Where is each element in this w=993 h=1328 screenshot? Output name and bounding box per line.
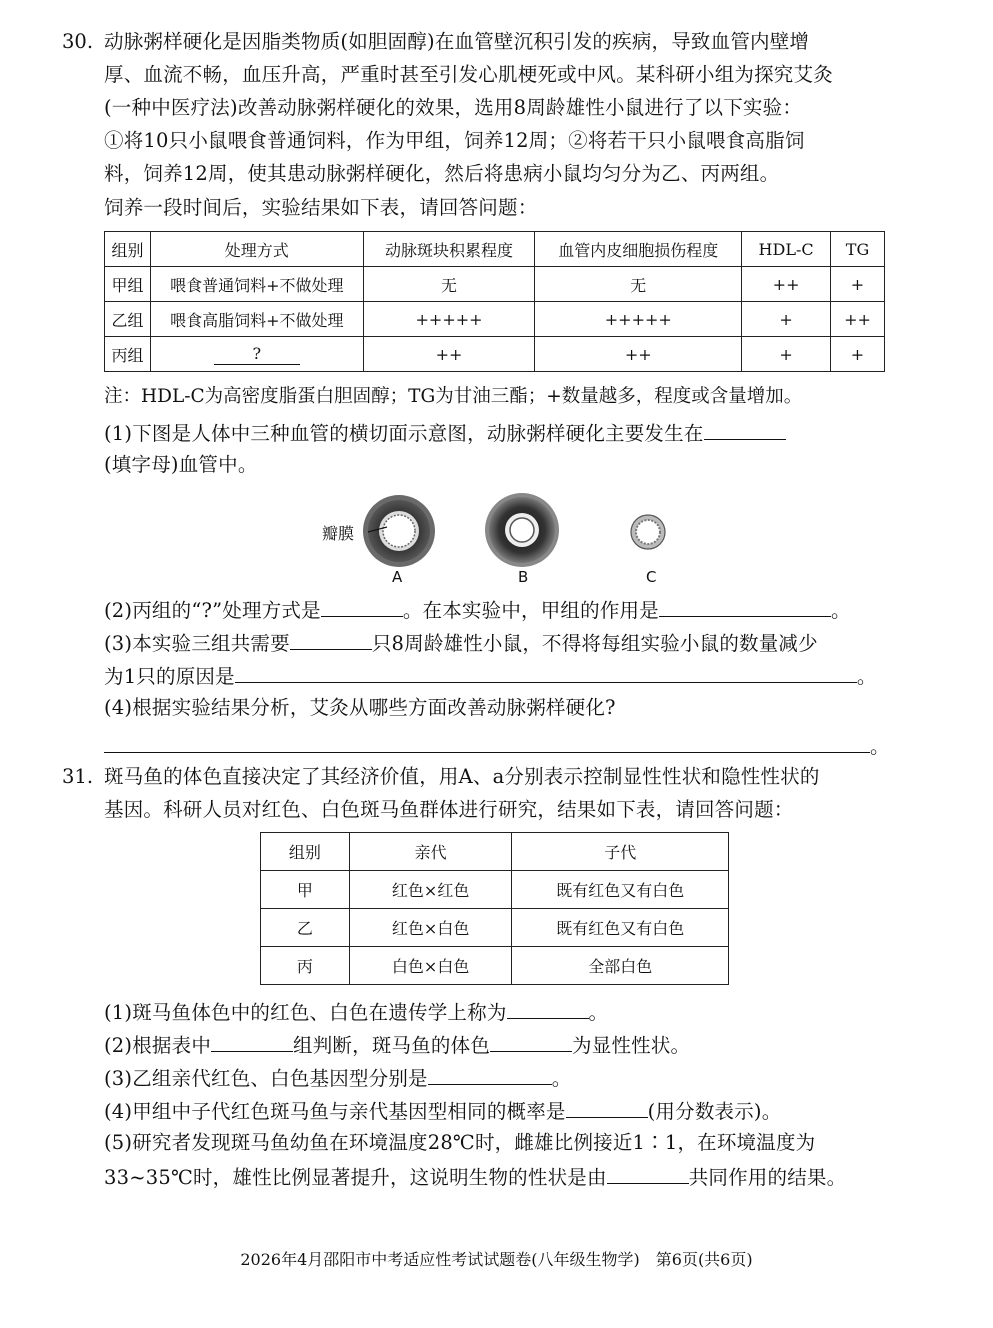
q31-sub2-text (104, 1029, 690, 1061)
q31-sub1-end: 。 (588, 1001, 609, 1024)
table-cell: +++++ (363, 302, 535, 337)
table-cell: ++ (363, 337, 535, 372)
question-31-number: 31. (62, 765, 94, 788)
q31-line-1: 斑马鱼的体色直接决定了其经济价值，用A、a分别表示控制显性性状和隐性性状的 (104, 765, 820, 788)
q30-sub3-text (104, 627, 818, 659)
valve-label: 瓣膜 (322, 524, 355, 543)
table-cell: 甲 (261, 871, 350, 909)
table-header-cell: TG (831, 232, 885, 267)
vessel-label-b: B (518, 568, 529, 586)
table-cell: 丙组 (105, 337, 151, 372)
q30-line-5: 料，饲养12周，使其患动脉粥样硬化，然后将患病小鼠均匀分为乙、丙两组。 (104, 162, 780, 185)
q31-sub5-continued (104, 1161, 846, 1193)
table-header-cell: HDL-C (742, 232, 831, 267)
table-cell: 红色×白色 (349, 909, 512, 947)
answer-blank-q30-2a[interactable] (321, 594, 403, 617)
table-row (261, 947, 729, 985)
table-cell: + (742, 302, 831, 337)
vessel-label-c: C (646, 568, 657, 586)
page-footer: 2026年4月邵阳市中考适应性考试试题卷(八年级生物学) 第6页(共6页) (240, 1250, 753, 1269)
q31-sub2-end: 为显性性状。 (572, 1034, 691, 1057)
table-cell: + (742, 337, 831, 372)
table-cell: +++++ (535, 302, 742, 337)
table-cell: 乙组 (105, 302, 151, 337)
table-cell: ++ (831, 302, 885, 337)
table-header-row (105, 232, 885, 267)
table-header-cell: 子代 (512, 833, 729, 871)
table-cell: 喂食普通饲料+不做处理 (150, 267, 363, 302)
answer-blank-q31-1[interactable] (507, 996, 589, 1019)
table-row (261, 871, 729, 909)
table-cell: 全部白色 (512, 947, 729, 985)
table-row (105, 267, 885, 302)
q31-sub2-middle: 组判断，斑马鱼的体色 (293, 1034, 491, 1057)
q30-sub4-answer (104, 730, 890, 762)
q31-sub5-text: (5)研究者发现斑马鱼幼鱼在环境温度28℃时，雌雄比例接近1∶1，在环境温度为 (104, 1131, 816, 1154)
q30-sub3-continued (104, 660, 877, 692)
table-cell: 甲组 (105, 267, 151, 302)
table-row (105, 337, 885, 372)
answer-blank-q30-3a[interactable] (290, 627, 372, 650)
answer-blank-q31-2b[interactable] (490, 1029, 572, 1052)
answer-blank-q31-3[interactable] (428, 1062, 552, 1085)
table-header-cell: 亲代 (349, 833, 512, 871)
q31-sub4-text (104, 1095, 781, 1127)
table-cell: ++ (535, 337, 742, 372)
q31-line-2: 基因。科研人员对红色、白色斑马鱼群体进行研究，结果如下表，请回答问题： (104, 798, 794, 821)
table-cell: 喂食高脂饲料+不做处理 (150, 302, 363, 337)
q30-sub4-end: 。 (870, 735, 890, 758)
table-cell: 无 (535, 267, 742, 302)
q31-genetics-table (260, 832, 729, 985)
q30-sub2-text (104, 594, 851, 626)
table-header-cell: 动脉斑块积累程度 (363, 232, 535, 267)
q30-sub1-continued: (填字母)血管中。 (104, 453, 258, 476)
q31-sub3-text (104, 1062, 571, 1094)
table-header-row (261, 833, 729, 871)
q31-sub3-prompt: (3)乙组亲代红色、白色基因型分别是 (104, 1067, 428, 1090)
blood-vessel-figure (315, 485, 695, 590)
table-cell: ++ (742, 267, 831, 302)
q30-sub2-middle: 。在本实验中，甲组的作用是 (402, 599, 659, 622)
table-row (261, 909, 729, 947)
table-cell: + (831, 267, 885, 302)
q30-sub3-prompt: (3)本实验三组共需要 (104, 632, 290, 655)
table-cell: 白色×白色 (349, 947, 512, 985)
q31-sub5-end: 共同作用的结果。 (688, 1166, 847, 1189)
table-cell: 红色×红色 (349, 871, 512, 909)
q31-sub4-prompt: (4)甲组中子代红色斑马鱼与亲代基因型相同的概率是 (104, 1100, 566, 1123)
q30-sub1-prompt: (1)下图是人体中三种血管的横切面示意图，动脉粥样硬化主要发生在 (104, 422, 704, 445)
table-cell: 乙 (261, 909, 350, 947)
q30-line-1: 动脉粥样硬化是因脂类物质(如胆固醇)在血管壁沉积引发的疾病，导致血管内壁增 (104, 30, 810, 53)
answer-blank-q30-2b[interactable] (659, 594, 831, 617)
answer-blank-treatment[interactable]: ? (214, 344, 300, 365)
table-cell (150, 337, 363, 372)
table-cell: + (831, 337, 885, 372)
q30-sub2-prompt: (2)丙组的“?”处理方式是 (104, 599, 321, 622)
answer-blank-q30-1[interactable] (704, 417, 786, 440)
vessel-b (485, 493, 559, 567)
q30-sub3-end: 。 (856, 665, 877, 688)
table-row (105, 302, 885, 337)
table-cell: 既有红色又有白色 (512, 909, 729, 947)
table-cell: 无 (363, 267, 535, 302)
q31-sub1-text (104, 996, 608, 1028)
table-header-cell: 血管内皮细胞损伤程度 (535, 232, 742, 267)
q31-sub4-end: (用分数表示)。 (647, 1100, 782, 1123)
q30-line-3: (一种中医疗法)改善动脉粥样硬化的效果，选用8周龄雄性小鼠进行了以下实验： (104, 96, 803, 119)
q31-sub1-prompt: (1)斑马鱼体色中的红色、白色在遗传学上称为 (104, 1001, 507, 1024)
q30-sub3-reason-prompt: 为1只的原因是 (104, 665, 235, 688)
table-header-cell: 组别 (261, 833, 350, 871)
table-header-cell: 处理方式 (150, 232, 363, 267)
answer-blank-q30-4[interactable] (104, 730, 870, 753)
question-30-number: 30. (62, 30, 94, 53)
vessel-label-a: A (392, 568, 403, 586)
q30-sub1-text (104, 417, 786, 449)
q31-sub2-prompt: (2)根据表中 (104, 1034, 212, 1057)
vessel-c (631, 515, 665, 549)
table-cell: 丙 (261, 947, 350, 985)
answer-blank-q31-2a[interactable] (211, 1029, 293, 1052)
q30-results-table (104, 231, 885, 372)
q30-line-6: 饲养一段时间后，实验结果如下表，请回答问题： (104, 196, 538, 219)
q30-sub2-end: 。 (830, 599, 851, 622)
q30-line-2: 厚、血流不畅，血压升高，严重时甚至引发心肌梗死或中风。某科研小组为探究艾灸 (104, 63, 833, 86)
answer-blank-q31-5[interactable] (607, 1161, 689, 1184)
q31-sub3-end: 。 (551, 1067, 572, 1090)
table-header-cell: 组别 (105, 232, 151, 267)
q30-sub4-text: (4)根据实验结果分析，艾灸从哪些方面改善动脉粥样硬化? (104, 696, 616, 719)
answer-blank-q31-4[interactable] (566, 1095, 648, 1118)
q30-table-note: 注：HDL-C为高密度脂蛋白胆固醇；TG为甘油三酯；+数量越多，程度或含量增加。 (104, 386, 803, 407)
table-cell: 既有红色又有白色 (512, 871, 729, 909)
q30-sub3-middle: 只8周龄雄性小鼠，不得将每组实验小鼠的数量减少 (371, 632, 818, 655)
q30-line-4: ①将10只小鼠喂食普通饲料，作为甲组，饲养12周；②将若干只小鼠喂食高脂饲 (104, 129, 805, 152)
q31-sub5-prompt: 33~35℃时，雄性比例显著提升，这说明生物的性状是由 (104, 1166, 607, 1189)
answer-blank-q30-3b[interactable] (235, 660, 857, 683)
